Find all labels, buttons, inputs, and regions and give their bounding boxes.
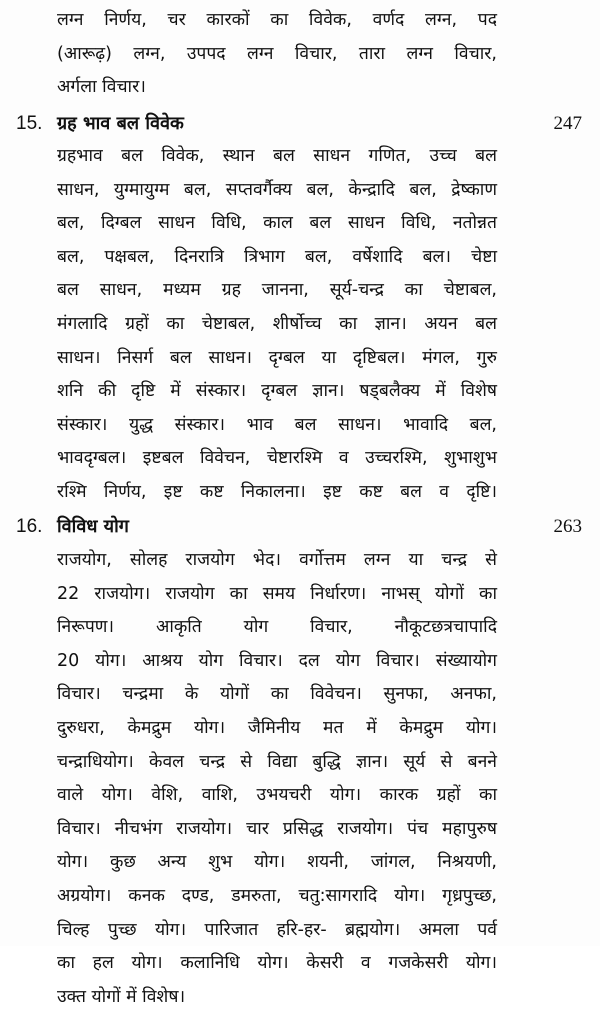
text-line: राजयोग, सोलह राजयोग भेद। वर्गोत्तम लग्न या चन्द्र से <box>57 550 497 570</box>
text-line: दुरुधरा, केमद्रुम योग। जैमिनीय मत में केमद्रुम योग। <box>57 717 497 738</box>
text-line: शनि की दृष्टि में संस्कार। दृग्बल ज्ञान। षड्बलैक्य में विशेष <box>57 381 497 402</box>
text-line: अग्रयोग। कनक दण्ड, डमरुता, चतु:सागरादि योग। गृध्रपुच्छ, <box>57 885 497 906</box>
text-line: अर्गला विचार। <box>57 77 146 98</box>
page-number: 247 <box>553 113 582 134</box>
text-line: मंगलादि ग्रहों का चेष्टाबल, शीर्षोच्च का ज्ञान। अयन बल <box>57 313 497 334</box>
text-line: बल, पक्षबल, दिनरात्रि त्रिभाग बल, वर्षेशादि बल। चेष्टा <box>57 246 497 267</box>
text-line: बल, दिग्बल साधन विधि, काल बल साधन विधि, नतोन्नत <box>57 213 497 234</box>
chapter-heading-15 <box>16 107 584 141</box>
text-line: निरूपण। आकृति योग विचार, नौकूटछत्रचापादि <box>57 617 497 638</box>
text-line: ग्रहभाव बल विवेक, स्थान बल साधन गणित, उच्च बल <box>57 146 497 166</box>
text-line: विचार। नीचभंग राजयोग। चार प्रसिद्ध राजयोग। पंच महापुरुष <box>57 818 497 839</box>
text-line: बल साधन, मध्यम ग्रह जानना, सूर्य-चन्द्र का चेष्टाबल, <box>57 280 497 301</box>
chapter-14-continuation <box>57 4 497 105</box>
text-line: विचार। चन्द्रमा के योगों का विवेचन। सुनफा, अनफा, <box>57 684 497 705</box>
text-line: साधन। निसर्ग बल साधन। दृग्बल या दृष्टिबल। मंगल, गुरु <box>57 347 497 368</box>
chapter-title: विविध योग <box>57 516 129 537</box>
text-line: साधन, युग्मायुग्म बल, सप्तवर्गैक्य बल, केन्द्रादि बल, द्रेष्काण <box>57 179 497 200</box>
chapter-heading-16 <box>16 510 584 544</box>
page-number: 263 <box>553 516 582 537</box>
chapter-number: 15. <box>16 113 43 134</box>
text-line: संस्कार। युद्ध संस्कार। भाव बल साधन। भावादि बल, <box>57 414 497 435</box>
chapter-number: 16. <box>16 516 43 537</box>
chapter-16-description <box>57 544 497 1014</box>
chapter-15-description <box>57 140 497 510</box>
text-line: 20 योग। आश्रय योग विचार। दल योग विचार। संख्यायोग <box>57 650 497 671</box>
text-line: वाले योग। वेशि, वाशि, उभयचरी योग। कारक ग्रहों का <box>57 785 497 806</box>
text-line: 22 राजयोग। राजयोग का समय निर्धारण। नाभस् योगों का <box>57 583 497 604</box>
text-line: उक्त योगों में विशेष। <box>57 986 186 1007</box>
text-line: का हल योग। कलानिधि योग। केसरी व गजकेसरी योग। <box>57 953 497 974</box>
chapter-title: ग्रह भाव बल विवेक <box>57 113 184 134</box>
text-line: (आरूढ़) लग्न, उपपद लग्न विचार, तारा लग्न विचार, <box>57 43 497 64</box>
text-line: भावदृग्बल। इष्टबल विवेचन, चेष्टारश्मि व उच्चरश्मि, शुभाशुभ <box>57 448 497 469</box>
text-line: योग। कुछ अन्य शुभ योग। शयनी, जांगल, निश्रयणी, <box>57 852 497 873</box>
text-line: चन्द्राधियोग। केवल चन्द्र से विद्या बुद्धि ज्ञान। सूर्य से बनने <box>57 751 497 772</box>
text-line: रश्मि निर्णय, इष्ट कष्ट निकालना। इष्ट कष्ट बल व दृष्टि। <box>57 481 497 502</box>
text-line: चिल्ह पुच्छ योग। पारिजात हरि-हर- ब्रह्मयोग। अमला पर्व <box>57 919 497 940</box>
text-line: लग्न निर्णय, चर कारकों का विवेक, वर्णद लग्न, पद <box>57 10 497 30</box>
